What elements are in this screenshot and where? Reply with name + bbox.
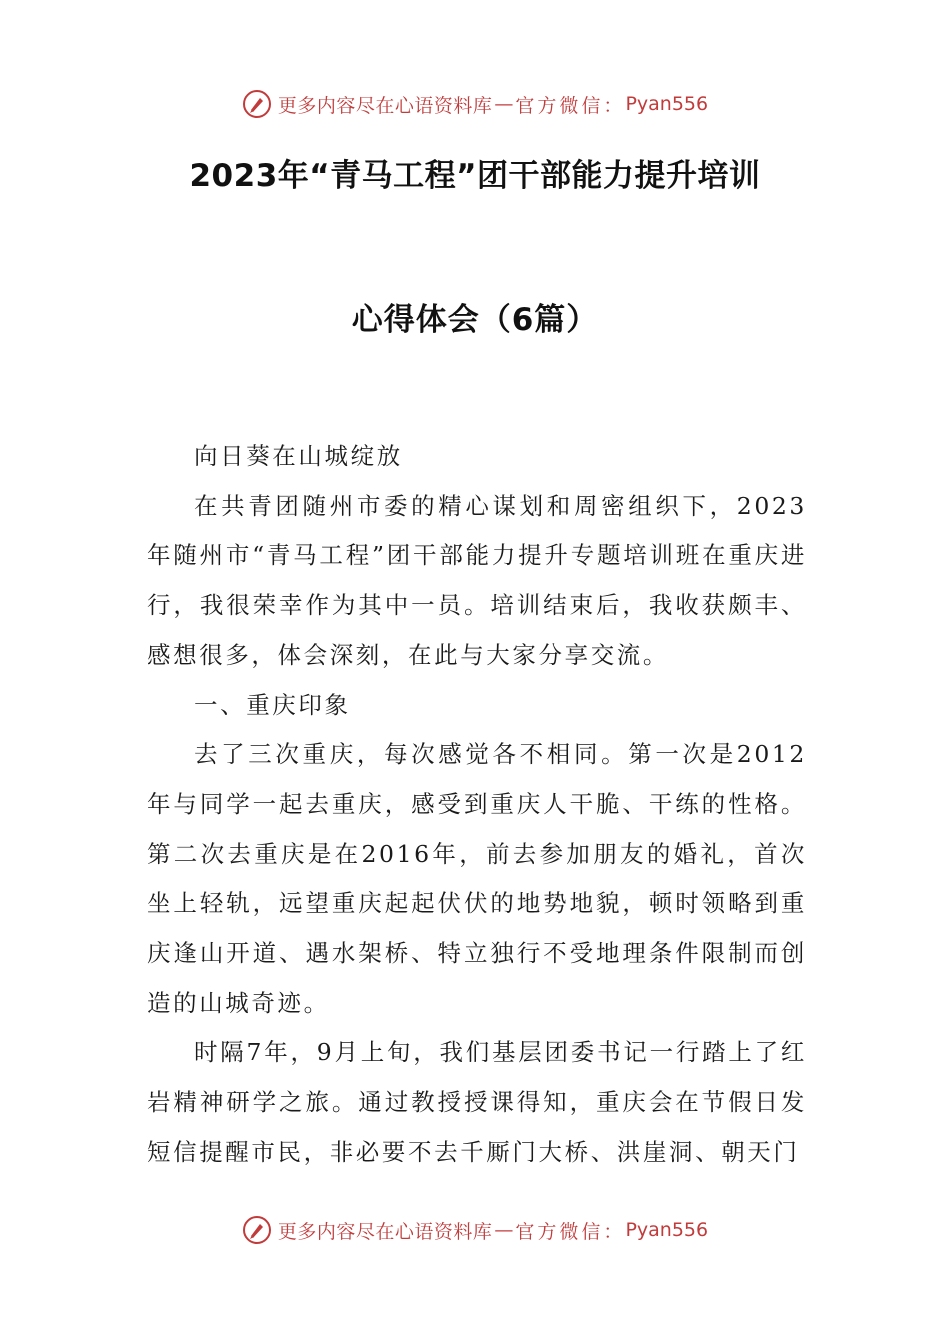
body-paragraph: 在共青团随州市委的精心谋划和周密组织下，2023年随州市“青马工程”团干部能力提升专题培训班在重庆进行，我很荣幸作为其中一员。培训结束后，我收获颇丰、感想很多，体会深刻，在此与大家分享交流。 — [147, 491, 807, 669]
watermark-dash: — — [494, 1219, 514, 1241]
section-heading: 向日葵在山城绽放 — [194, 442, 403, 470]
watermark-site-text: 更多内容尽在心语资料库 — [277, 1220, 493, 1243]
header-watermark — [0, 84, 950, 124]
watermark-contact-id: Pyan556 — [625, 93, 709, 115]
document-title-line-2: 心得体会（6篇） — [351, 302, 599, 338]
watermark-dash: — — [494, 93, 514, 115]
footer-watermark — [0, 1210, 950, 1250]
document-body — [147, 432, 807, 1178]
watermark-contact-label: 官方微信： — [515, 94, 626, 117]
section-heading: 一、重庆印象 — [194, 690, 351, 719]
pen-nib-logo-icon — [242, 89, 272, 119]
pen-nib-logo-icon — [242, 1215, 272, 1245]
body-paragraph: 去了三次重庆，每次感觉各不相同。第一次是2012年与同学一起去重庆，感受到重庆人干脆、干练的性格。第二次去重庆是在2016年，前去参加朋友的婚礼，首次坐上轻轨，远望重庆起起伏伏的地势地貌，顿时领略到重庆逢山开道、遇水架桥、特立独行不受地理条件限制而创造的山城奇迹。 — [147, 740, 807, 1017]
watermark-contact-id: Pyan556 — [625, 1219, 709, 1241]
watermark-site-text: 更多内容尽在心语资料库 — [277, 94, 493, 117]
watermark-contact-label: 官方微信： — [515, 1220, 626, 1243]
document-title-line-1: 2023年“青马工程”团干部能力提升培训 — [189, 158, 761, 194]
body-paragraph: 时隔7年，9月上旬，我们基层团委书记一行踏上了红岩精神研学之旅。通过教授授课得知，重庆会在节假日发短信提醒市民，非必要不去千厮门大桥、洪崖洞、朝天门 — [147, 1038, 807, 1166]
